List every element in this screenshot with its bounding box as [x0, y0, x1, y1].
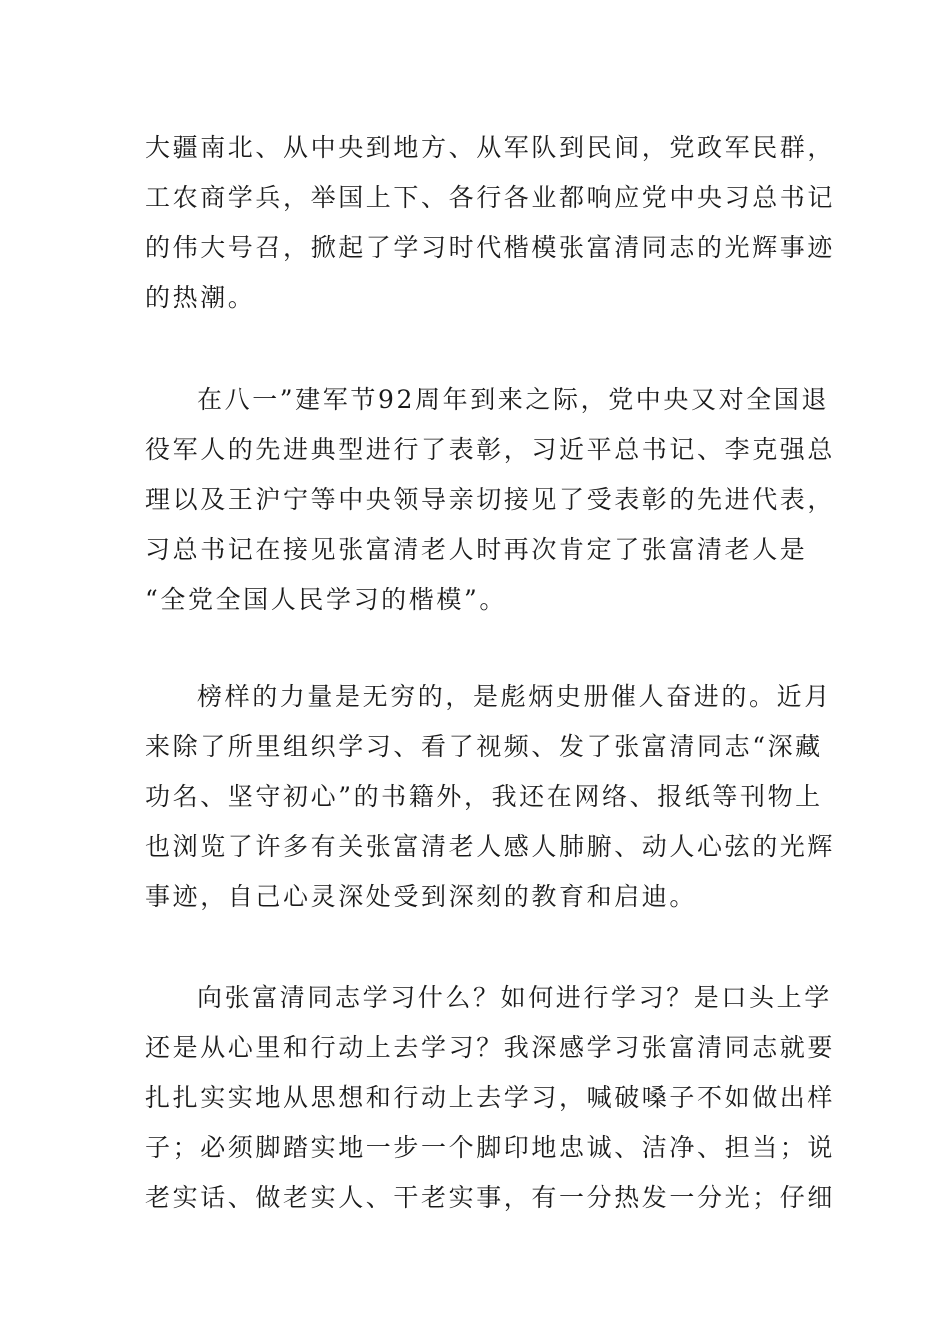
paragraph-2 [145, 375, 836, 625]
paragraph-1 [145, 123, 836, 323]
text-line: 还是从心里和行动上去学习？我深感学习张富清同志就要 [145, 1033, 836, 1062]
text-line: 扎扎实实地从思想和行动上去学习，喊破嗓子不如做出样 [145, 1083, 836, 1112]
text-line: 功名、坚守初心”的书籍外，我还在网络、报纸等刊物上 [145, 782, 823, 811]
text-line: 子；必须脚踏实地一步一个脚印地忠诚、洁净、担当；说 [145, 1133, 836, 1162]
paragraph-3 [145, 672, 836, 922]
text-line: 事迹，自己心灵深处受到深刻的教育和启迪。 [145, 882, 698, 911]
text-line: 来除了所里组织学习、看了视频、发了张富清同志“深藏 [145, 732, 823, 761]
paragraph-4 [145, 973, 836, 1223]
text-line: 工农商学兵，举国上下、各行各业都响应党中央习总书记 [145, 183, 836, 212]
text-line: 榜样的力量是无穷的，是彪炳史册催人奋进的。近月 [197, 682, 832, 711]
text-line: 役军人的先进典型进行了表彰，习近平总书记、李克强总 [145, 435, 836, 464]
text-line: 的热潮。 [145, 283, 256, 312]
text-line: 老实话、做老实人、干老实事，有一分热发一分光；仔细 [145, 1183, 836, 1212]
text-line: “全党全国人民学习的楷模”。 [145, 585, 507, 614]
text-line: 在八一”建军节92周年到来之际，党中央又对全国退 [197, 385, 829, 414]
text-line: 向张富清同志学习什么？如何进行学习？是口头上学 [197, 983, 832, 1012]
text-line: 大疆南北、从中央到地方、从军队到民间，党政军民群， [145, 133, 836, 162]
text-line: 理以及王沪宁等中央领导亲切接见了受表彰的先进代表， [145, 485, 836, 514]
text-line: 习总书记在接见张富清老人时再次肯定了张富清老人是 [145, 535, 808, 564]
text-line: 也浏览了许多有关张富清老人感人肺腑、动人心弦的光辉 [145, 832, 836, 861]
text-line: 的伟大号召，掀起了学习时代楷模张富清同志的光辉事迹 [145, 233, 836, 262]
